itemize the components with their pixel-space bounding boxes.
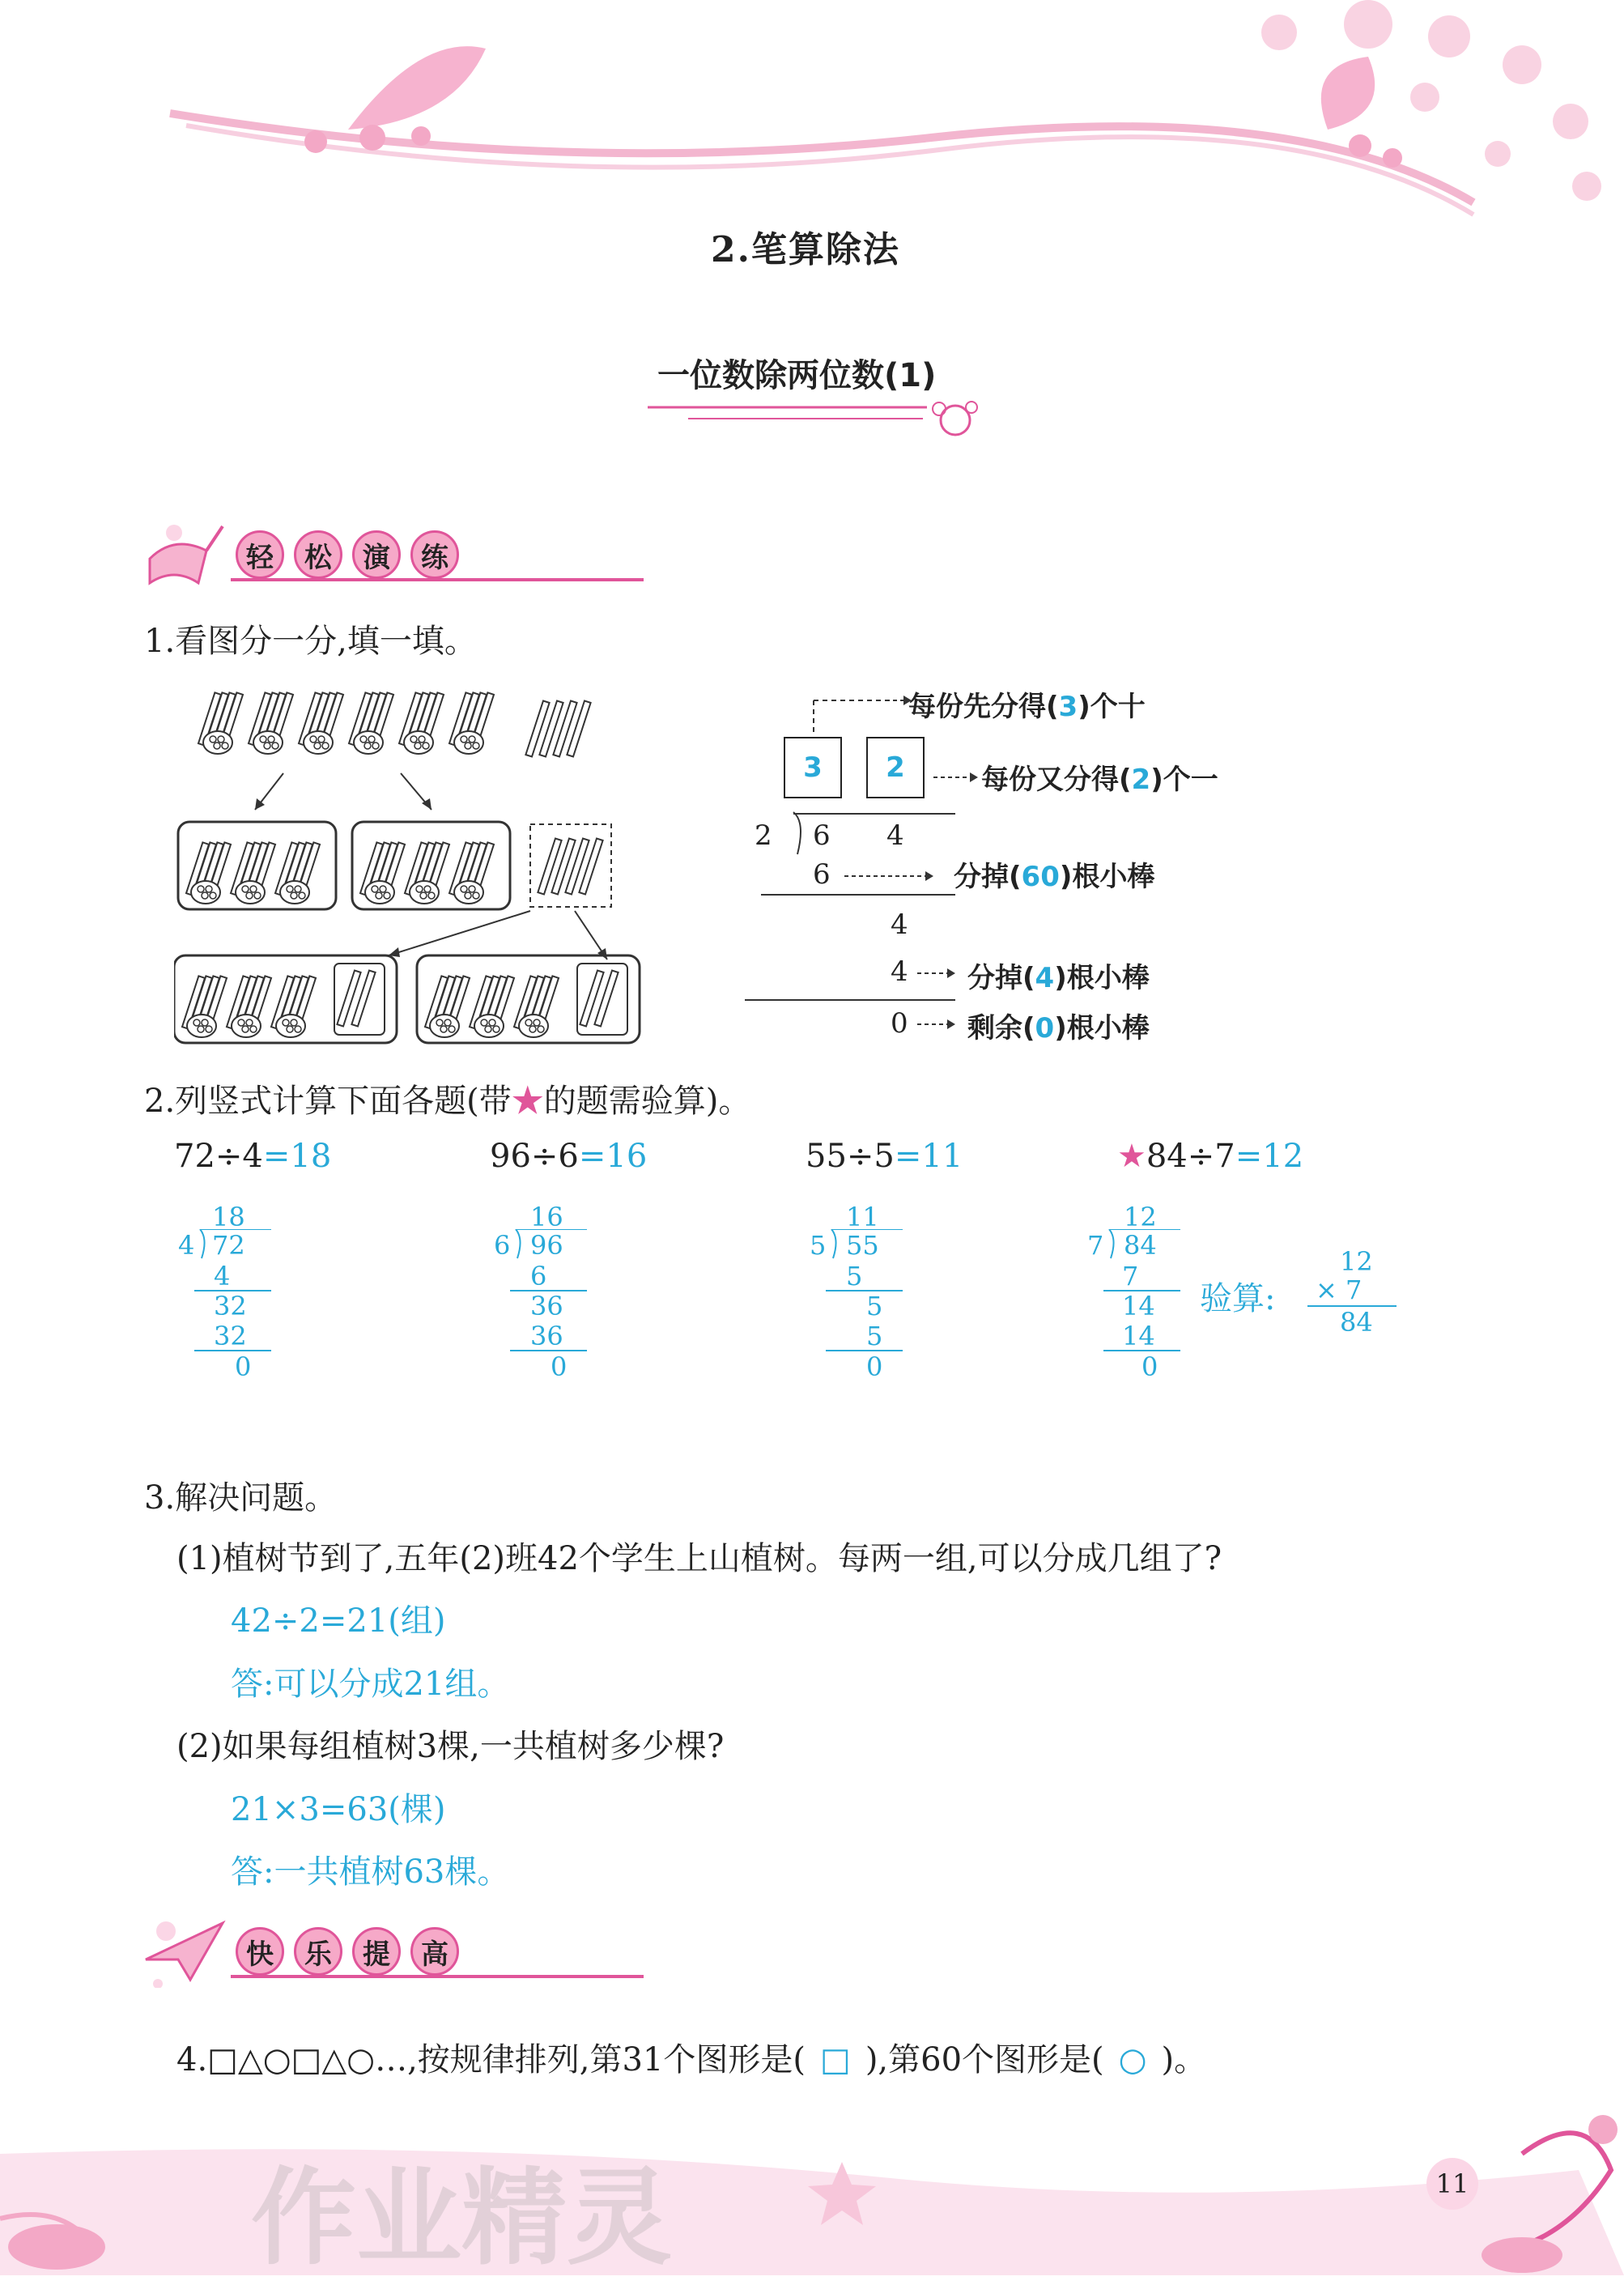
ld1-quotient: 18 <box>212 1202 245 1232</box>
q3-part1: (1)植树节到了,五年(2)班42个学生上山植树。每两一组,可以分成几组了? <box>176 1540 1222 1577</box>
ld1-dividend: 72 <box>212 1230 245 1261</box>
q1-dividend-ones: 4 <box>886 819 904 852</box>
label-subtract-1: 分掉(60)根小棒 <box>954 861 1155 893</box>
badge-char: 快 <box>236 1927 284 1976</box>
ld3-quotient: 11 <box>846 1202 879 1232</box>
ld1-row1: 4 <box>214 1261 231 1291</box>
ld4-row2: 14 <box>1122 1291 1155 1321</box>
check-result: 84 <box>1340 1307 1373 1338</box>
ld1-row4: 0 <box>235 1351 252 1382</box>
badge-char: 轻 <box>236 530 284 579</box>
ld2-divisor: 6 <box>494 1230 511 1261</box>
badge-char: 高 <box>410 1927 459 1976</box>
q3-part2: (2)如果每组植树3棵,一共植树多少棵? <box>176 1728 725 1765</box>
q2-problem-3: 55÷5=11 <box>806 1138 963 1175</box>
q1-remainder-2: 0 <box>891 1007 908 1040</box>
ld3-row2: 5 <box>866 1291 883 1321</box>
q3-part1-calc: 42÷2=21(组) <box>231 1602 446 1640</box>
book-icon <box>142 518 231 591</box>
badge-char: 练 <box>410 530 459 579</box>
quotient-tens-box: 3 <box>784 737 842 798</box>
ld3-divisor: 5 <box>810 1230 827 1261</box>
q4-prompt: 4.□△○□△○…,按规律排列,第31个图形是( □ ),第60个图形是( ○ )。 <box>176 2041 1207 2079</box>
ld3-dividend: 55 <box>846 1230 879 1261</box>
ld3-lines <box>822 1229 911 1359</box>
check-top: 12 <box>1340 1246 1373 1277</box>
ld4-quotient: 12 <box>1124 1202 1157 1232</box>
q2-problem-2: 96÷6=16 <box>490 1138 648 1175</box>
ld3-row1: 5 <box>846 1261 863 1291</box>
check-multiplier: × 7 <box>1316 1274 1363 1305</box>
ld4-row3: 14 <box>1122 1321 1155 1351</box>
ld4-lines <box>1099 1229 1188 1359</box>
label-ones: 每份又分得(2)个一 <box>981 764 1218 796</box>
ld2-row4: 0 <box>551 1351 568 1382</box>
q2-problem-4: ★84÷7=12 <box>1117 1138 1304 1175</box>
paper-plane-icon <box>142 1915 231 1988</box>
q1-remainder-1: 4 <box>891 908 908 941</box>
check-line <box>1307 1305 1397 1307</box>
ld4-divisor: 7 <box>1087 1230 1104 1261</box>
q1-prompt: 1.看图分一分,填一填。 <box>144 623 477 660</box>
section-badge-practice <box>142 518 469 591</box>
q3-part2-calc: 21×3=63(棵) <box>231 1791 446 1828</box>
stick-bundles-illustration <box>174 680 652 1053</box>
ld4-row4: 0 <box>1141 1351 1158 1382</box>
ld4-row1: 7 <box>1122 1261 1139 1291</box>
badge-char: 演 <box>352 530 401 579</box>
ld4-dividend: 84 <box>1124 1230 1157 1261</box>
page-number: 11 <box>1426 2158 1478 2210</box>
q3-prompt: 3.解决问题。 <box>144 1479 338 1517</box>
quotient-ones-box: 2 <box>866 737 925 798</box>
ld1-row3: 32 <box>214 1321 247 1351</box>
q3-part2-answer: 答:一共植树63棵。 <box>231 1853 510 1891</box>
section-badge-improve <box>142 1915 469 1988</box>
ld2-dividend: 96 <box>530 1230 563 1261</box>
ld1-divisor: 4 <box>178 1230 195 1261</box>
badge-underline <box>231 578 644 581</box>
star-icon: ★ <box>511 1083 544 1120</box>
footer-decoration <box>0 2105 1624 2275</box>
ld2-row2: 36 <box>530 1291 563 1321</box>
q1-subtract-1: 6 <box>813 858 831 891</box>
ld2-quotient: 16 <box>530 1202 563 1232</box>
ld3-row3: 5 <box>866 1321 883 1351</box>
ld2-row3: 36 <box>530 1321 563 1351</box>
lesson-title-underline <box>648 401 988 449</box>
q2-prompt: 2.列竖式计算下面各题(带★的题需验算)。 <box>144 1083 751 1120</box>
badge-char: 提 <box>352 1927 401 1976</box>
q1-subtract-2: 4 <box>891 955 908 988</box>
ld2-lines <box>506 1229 595 1359</box>
label-remainder: 剩余(0)根小棒 <box>967 1012 1150 1045</box>
ld2-row1: 6 <box>530 1261 547 1291</box>
ld3-row4: 0 <box>866 1351 883 1382</box>
chapter-title: 2.笔算除法 <box>711 229 900 270</box>
badge-char: 乐 <box>294 1927 342 1976</box>
q1-divisor: 2 <box>755 819 772 852</box>
q2-problem-1: 72÷4=18 <box>174 1138 332 1175</box>
check-label: 验算: <box>1200 1280 1276 1317</box>
label-subtract-2: 分掉(4)根小棒 <box>967 962 1150 994</box>
badge-underline <box>231 1975 644 1978</box>
ld1-row2: 32 <box>214 1291 247 1321</box>
lesson-title: 一位数除两位数(1) <box>657 357 937 394</box>
footer-watermark: 作业精灵 <box>251 2156 673 2279</box>
q1-dividend-tens: 6 <box>813 819 831 852</box>
badge-char: 松 <box>294 530 342 579</box>
label-tens: 每份先分得(3)个十 <box>908 691 1146 723</box>
q3-part1-answer: 答:可以分成21组。 <box>231 1666 510 1703</box>
star-icon: ★ <box>1117 1138 1146 1175</box>
ld1-lines <box>190 1229 279 1359</box>
